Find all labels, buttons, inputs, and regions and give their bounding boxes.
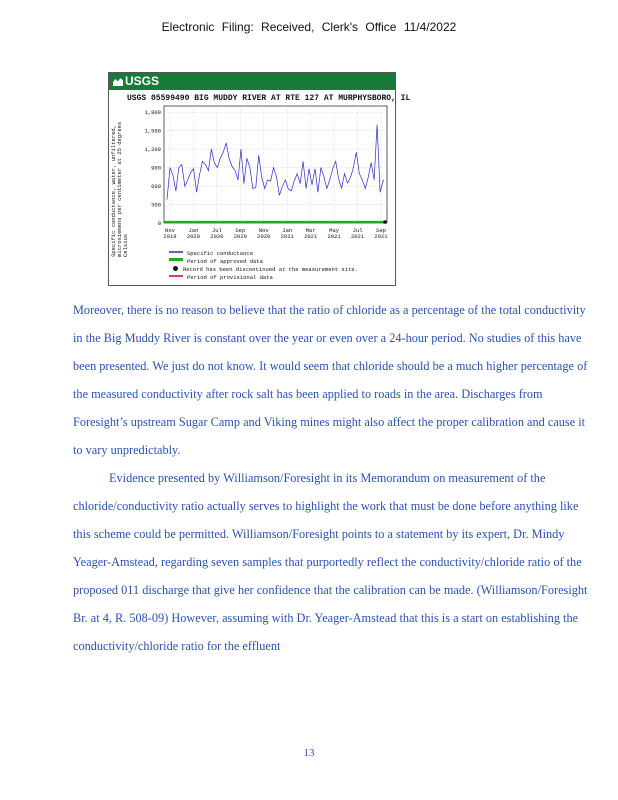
- y-tick-label: 600: [151, 183, 161, 191]
- y-tick-label: 1,800: [144, 109, 161, 117]
- x-tick-label: 2021: [350, 233, 365, 240]
- plot-frame: [164, 106, 387, 223]
- x-tick-label: Jul: [352, 227, 363, 234]
- paragraph: Moreover, there is no reason to believe that the ratio of chloride as a percentage of the total conductivity in the Big Muddy River is constant over the year or even over a 24-hour period. No studies of this have been presented. We just do not know. It would seem that chloride should be a much higher percentage of the measured conductivity after rock salt has been applied to roads in the area. Discharges from Foresight’s upstream Sugar Camp and Viking mines might also affect the proper calibration and cause it to vary unpredictably.: [73, 303, 588, 457]
- x-tick-label: Sep: [235, 227, 246, 234]
- usgs-chart-figure: [108, 72, 411, 286]
- legend-item-approved-data: [169, 258, 358, 266]
- y-tick-label: 1,500: [144, 127, 161, 135]
- x-tick-label: May: [329, 227, 340, 234]
- legend-item-provisional-data: [169, 274, 358, 282]
- x-tick-label: 2019: [163, 233, 177, 240]
- x-tick-label: Mar: [305, 227, 316, 234]
- y-tick-label: 1,200: [144, 146, 161, 154]
- legend-line-swatch: [169, 275, 183, 277]
- page-header: Electronic Filing: Received, Clerk's Office 11/4/2022: [161, 20, 457, 34]
- x-tick-label: 2020: [210, 233, 224, 240]
- legend-line-swatch: [169, 251, 183, 253]
- x-tick-label: 2021: [374, 233, 388, 240]
- legend-item-specific-conductance: [169, 250, 358, 258]
- page-number: 13: [303, 747, 315, 759]
- document-body: [73, 296, 593, 660]
- x-tick-label: 2020: [233, 233, 247, 240]
- chart-legend: [169, 250, 358, 282]
- legend-label: Specific conductance: [187, 250, 254, 257]
- x-tick-label: Jul: [211, 227, 222, 234]
- legend-label: Period of approved data: [187, 258, 263, 265]
- legend-dot-icon: [173, 266, 178, 271]
- x-tick-label: 2021: [280, 233, 294, 240]
- chart-title: USGS 05599490 BIG MUDDY RIVER AT RTE 127 AT MURPHYSBORO, IL: [127, 94, 411, 103]
- x-tick-label: 2021: [304, 233, 318, 240]
- x-tick-label: Nov: [258, 227, 269, 234]
- y-tick-label: 0: [157, 220, 161, 227]
- y-tick-label: 900: [151, 164, 161, 172]
- x-tick-label: 2020: [186, 233, 201, 240]
- x-tick-label: Sep: [376, 227, 386, 234]
- legend-item-discontinued: [169, 266, 358, 274]
- x-tick-label: 2020: [257, 233, 271, 240]
- x-tick-label: 2021: [327, 233, 341, 240]
- discontinued-marker: [383, 220, 387, 224]
- y-tick-label: 300: [151, 201, 161, 209]
- paragraph: Evidence presented by Williamson/Foresight in its Memorandum on measurement of the chloride/conductivity ratio actually serves to highlight the work that must be done before anything like this scheme could be permitted. Williamson/Foresight points to a statement by its expert, Dr. Mindy Yeager-Amstead, regarding seven samples that purportedly reflect the conductivity/chloride ratio of the proposed 011 discharge that give her confidence that the calibration can be made. (Williamson/Foresight Br. at 4, R. 508-09) However, assuming with Dr. Yeager-Amstead that this is a start on establishing the conductivity/chloride ratio for the effluent: [73, 471, 588, 653]
- x-tick-label: Nov: [165, 227, 175, 234]
- x-tick-label: Jan: [188, 227, 199, 234]
- legend-label: Record has been discontinued at the measurement site.: [183, 266, 358, 273]
- chart-y-axis-label: Specific conductance, water, unfiltered, microsiemens per centimeter at 25 degrees Celsius: [110, 121, 129, 257]
- x-tick-label: Jan: [282, 227, 293, 234]
- legend-label: Period of provisional data: [187, 274, 273, 281]
- legend-bar-swatch: [169, 258, 183, 261]
- usgs-logo-text: USGS: [125, 74, 160, 88]
